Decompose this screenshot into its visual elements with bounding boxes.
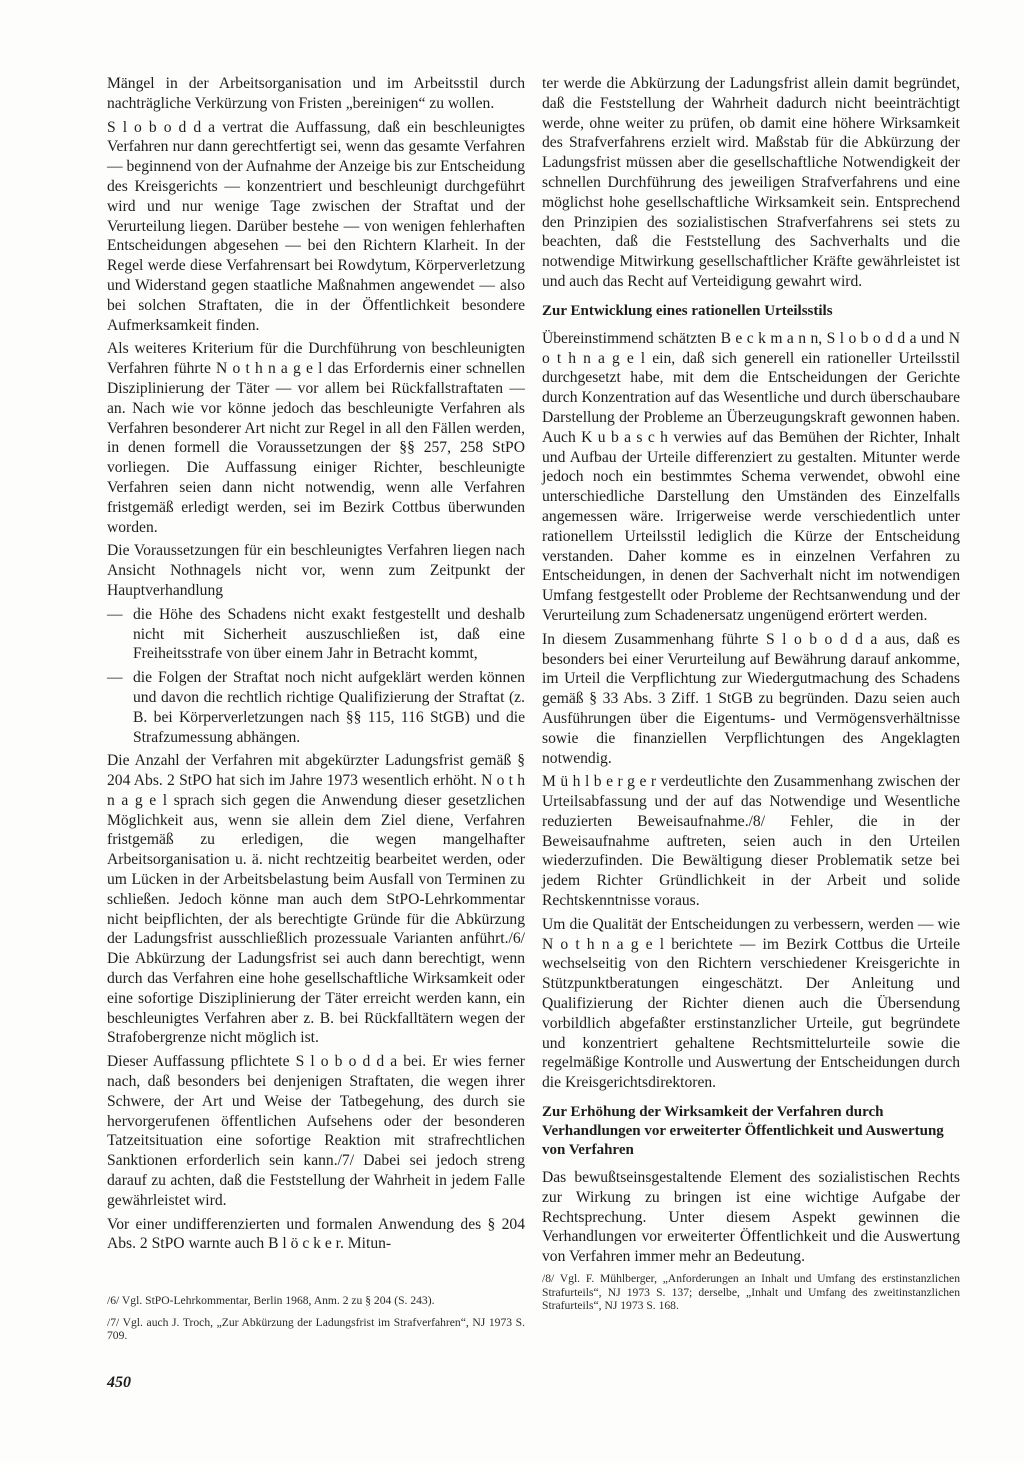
footnote: /8/ Vgl. F. Mühlberger, „Anforderungen an Inhalt und Umfang des erstinstanzlichen Strafurteils“, NJ 1973 S. 137; derselbe, „Inhalt und Umfang des zweitinstanzlichen Strafurteils“, NJ 1973 S. 168. bbox=[542, 1272, 960, 1313]
footnotes-right bbox=[542, 1272, 960, 1321]
left-column bbox=[107, 74, 525, 1258]
footnotes-left bbox=[107, 1294, 525, 1351]
section-heading: Zur Entwicklung eines rationellen Urteilsstils bbox=[542, 302, 833, 319]
paragraph: M ü h l b e r g e r verdeutlichte den Zusammenhang zwischen der Urteilsabfassung und der auf das Notwendige und Wesentliche reduzierten Beweisaufnahme./8/ Fehler, die in der Beweisaufnahme auftreten, seien auch in den Urteilen wiederzufinden. Die Bewältigung dieser Problematik setze bei jedem Richter Gründlichkeit in der Arbeit und solide Rechtskenntnisse voraus. bbox=[542, 773, 960, 910]
section-heading: Zur Erhöhung der Wirksamkeit der Verfahren durch Verhandlungen vor erweiterter Öffentlichkeit und Auswertung von Verfahren bbox=[542, 1104, 944, 1159]
paragraph: In diesem Zusammenhang führte S l o b o d d a aus, daß es besonders bei einer Verurteilung auf Bewährung darauf ankomme, im Urteil die Verpflichtung zur Wiedergutmachung des Schadens gemäß § 33 Abs. 3 Ziff. 1 StGB zu begründen. Dazu seien auch Ausführungen über die Eigentums- und Vermögensverhältnisse sowie die finanziellen Verpflichtungen des Angeklagten notwendig. bbox=[542, 630, 960, 767]
footnote: /7/ Vgl. auch J. Troch, „Zur Abkürzung der Ladungsfrist im Strafverfahren“, NJ 1973 S. 709. bbox=[107, 1315, 525, 1343]
paragraph: Als weiteres Kriterium für die Durchführung von beschleunigten Verfahren führte N o t h n a g e l das Erfordernis einer schnellen Disziplinierung der Täter — vor allem bei Rückfallstraftaten — an. Nach wie vor könne jedoch das beschleunigte Verfahren als Verfahren besonderer Art nicht zur Regel in all den Fällen werden, in denen formell die Voraussetzungen der §§ 257, 258 StPO vorliegen. Die Auffassung einiger Richter, beschleunigte Verfahren seien dann nicht notwendig, wenn alle Verfahren fristgemäß erledigt werden, sei im Bezirk Cottbus überwunden worden. bbox=[107, 340, 525, 536]
paragraph: Vor einer undifferenzierten und formalen Anwendung des § 204 Abs. 2 StPO warnte auch B l ö c k e r. Mitun- bbox=[107, 1215, 525, 1253]
paragraph: Um die Qualität der Entscheidungen zu verbessern, werden — wie N o t h n a g e l berichtete — im Bezirk Cottbus die Urteile wechselseitig von den Richtern verschiedener Kreisgerichte in Stützpunktberatungen eingeschätzt. Der Anleitung und Qualifizierung der Richter dienen auch die Übersendung vorbildlich abgefaßter erstinstanzlicher Urteile, gut begründete und konzentriert gehaltene Rechtsmittelurteile sowie die regelmäßige Kontrolle und Auswertung der Entscheidungen durch die Kreisgerichtsdirektoren. bbox=[542, 915, 960, 1092]
page-number: 450 bbox=[107, 1374, 131, 1391]
dash-list-item bbox=[107, 605, 525, 664]
paragraph: ter werde die Abkürzung der Ladungsfrist allein damit begründet, daß die Feststellung der Wahrheit dadurch nicht beeinträchtigt werde, ohne weiter zu prüfen, ob damit eine höhere Wirksamkeit des Strafverfahrens erzielt wird. Maßstab für die Abkürzung der Ladungsfrist müssen aber die gesellschaftliche Notwendigkeit der schnellen Durchführung des jeweiligen Strafverfahrens und eine möglichst hohe gesellschaftliche Wirksamkeit sein. Entsprechend den Prinzipien des sozialistischen Strafverfahrens sei stets zu beachten, daß die Feststellung des Sachverhalts und die notwendige Mitwirkung gesellschaftlicher Kräfte gewährleistet ist und auch das Recht auf Verteidigung gewahrt wird. bbox=[542, 75, 960, 290]
dash-list-item bbox=[107, 668, 525, 747]
right-column bbox=[542, 74, 960, 1271]
paragraph: Die Anzahl der Verfahren mit abgekürzter Ladungsfrist gemäß § 204 Abs. 2 StPO hat sich im Jahre 1973 wesentlich erhöht. N o t h n a g e l sprach sich gegen die Anwendung dieser gesetzlichen Möglichkeit aus, wenn sie allein dem Ziel diene, Verfahren fristgemäß zu erledigen, die wegen mangelhafter Arbeitsorganisation u. ä. nicht rechtzeitig bearbeitet werden, oder um Lücken in der Arbeitsbelastung beim Ausfall von Terminen zu schließen. Jedoch könne man auch dem StPO-Lehrkommentar nicht beipflichten, der als berechtigte Gründe für die Abkürzung der Ladungsfrist ausschließlich prozessuale Varianten anführt./6/ Die Abkürzung der Ladungsfrist sei auch dann berechtigt, wenn durch das Verfahren eine hohe gesellschaftliche Wirksamkeit oder eine sofortige Disziplinierung der Täter erreicht werden kann, ein beschleunigtes Verfahren aber z. B. bei Rückfalltätern wegen der Strafobergrenze nicht möglich ist. bbox=[107, 752, 525, 1047]
paragraph: Dieser Auffassung pflichtete S l o b o d d a bei. Er wies ferner nach, daß besonders bei denjenigen Straftaten, die wegen ihrer Schwere, der Art und Weise der Tatbegehung, des durch sie hervorgerufenen öffentlichen Aufsehens oder der besonderen Tatzeitsituation eine sofortige Reaktion mit strafrechtlichen Sanktionen erforderlich sein kann./7/ Dabei sei jedoch streng darauf zu achten, daß die Feststellung der Wahrheit in jedem Falle gewährleistet wird. bbox=[107, 1053, 525, 1209]
dash-bullet: — bbox=[107, 669, 123, 687]
paragraph: Mängel in der Arbeitsorganisation und im Arbeitsstil durch nachträgliche Verkürzung von Fristen „bereinigen“ zu wollen. bbox=[107, 75, 525, 112]
paragraph: S l o b o d d a vertrat die Auffassung, daß ein beschleunigtes Verfahren nur dann gerechtfertigt sei, wenn das gesamte Verfahren — beginnend von der Aufnahme der Anzeige bis zur Entscheidung des Kreisgerichts — konzentriert und beschleunigt durchgeführt wird und nur wenige Tage zwischen der Straftat und der Verurteilung liegen. Darüber bestehe — von wenigen fehlerhaften Entscheidungen abgesehen — bei den Richtern Klarheit. In der Regel werde diese Verfahrensart bei Rowdytum, Körperverletzung und Widerstand gegen staatliche Maßnahmen angewendet — also bei solchen Straftaten, die in der Öffentlichkeit besondere Aufmerksamkeit finden. bbox=[107, 118, 525, 334]
paragraph: Die Voraussetzungen für ein beschleunigtes Verfahren liegen nach Ansicht Nothnagels nicht vor, wenn zum Zeitpunkt der Hauptverhandlung bbox=[107, 542, 525, 599]
paragraph: Das bewußtseinsgestaltende Element des sozialistischen Rechts zur Wirkung zu bringen ist eine wichtige Aufgabe der Rechtsprechung. Unter diesem Aspekt gewinnen die Verhandlungen vor erweiterter Öffentlichkeit und die Auswertung von Verfahren immer mehr an Bedeutung. bbox=[542, 1169, 960, 1266]
list-item-text: die Höhe des Schadens nicht exakt festgestellt und deshalb nicht mit Sicherheit auszuschließen ist, daß eine Freiheitsstrafe von über einem Jahr in Betracht kommt, bbox=[133, 605, 525, 663]
list-item-text: die Folgen der Straftat noch nicht aufgeklärt werden können und davon die rechtlich richtige Qualifizierung der Straftat (z. B. bei Körperverletzungen nach §§ 115, 116 StGB) und die Strafzumessung abhängen. bbox=[133, 669, 525, 746]
footnote: /6/ Vgl. StPO-Lehrkommentar, Berlin 1968, Anm. 2 zu § 204 (S. 243). bbox=[107, 1294, 435, 1307]
paragraph: Übereinstimmend schätzten B e c k m a n n, S l o b o d d a und N o t h n a g e l ein, daß sich generell ein rationeller Urteilsstil durchgesetzt habe, mit dem die Entscheidungen der Gerichte durch Konzentration auf das Wesentliche und durch überschaubare Darstellung der Probleme an Überzeugungskraft gewonnen haben. Auch K u b a s c h verwies auf das Bemühen der Richter, Inhalt und Aufbau der Urteile differenziert zu gestalten. Mitunter werde jedoch noch ein bestimmtes Schema verwendet, obwohl eine unterschiedliche Darstellung den Umständen des Einzelfalls angemessen wäre. Irrigerweise werde verschiedentlich unter rationellem Urteilsstil lediglich die Kürze der Entscheidung verstanden. Daher komme es in einzelnen Verfahren zu Entscheidungen, in denen der Sachverhalt nicht im notwendigen Umfang festgestellt oder Probleme der Rechtsanwendung und der Verurteilung zum Schadenersatz ungenügend erörtert werden. bbox=[542, 329, 960, 624]
dash-bullet: — bbox=[107, 605, 123, 623]
